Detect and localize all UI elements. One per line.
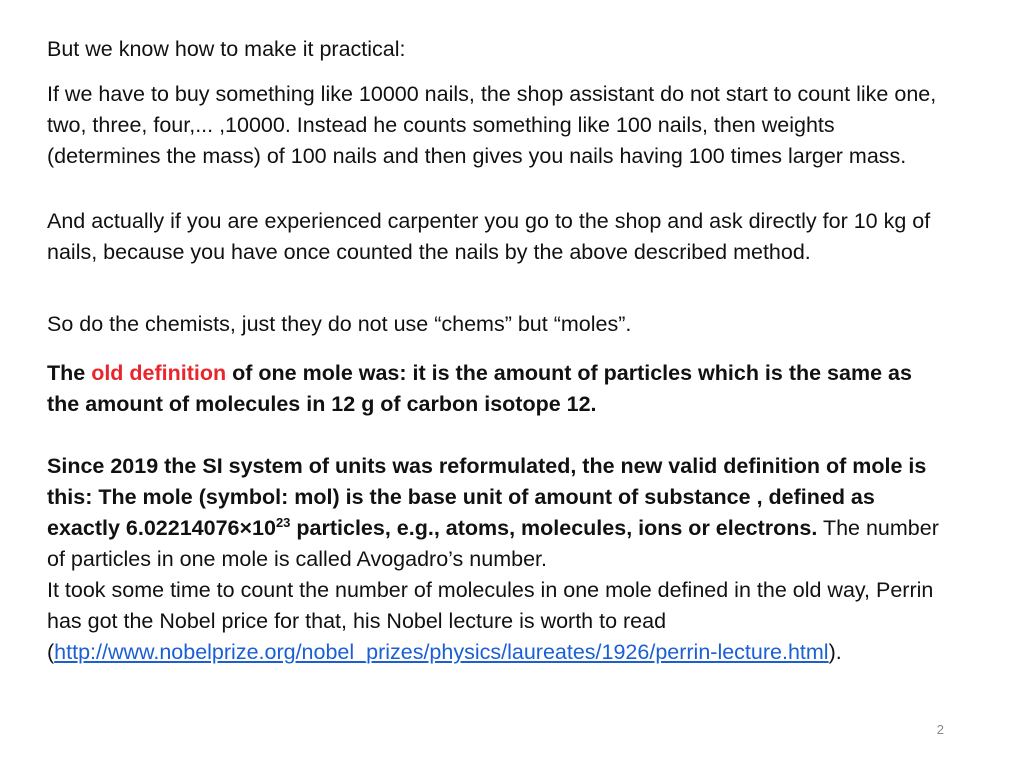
perrin-text: It took some time to count the number of molecules in one mole defined in the old way, Perrin has got the Nobel price for that, his Nobel lecture is worth to read	[47, 578, 934, 633]
old-def-pre: The	[47, 361, 92, 385]
chemists-line: So do the chemists, just they do not use “chems” but “moles”.	[47, 312, 632, 336]
nails-paragraph: If we have to buy something like 10000 nails, the shop assistant do not start to count like one, two, three, four,... ,10000. Instead he counts something like 100 nails, then weights (determines the mass) of 100 nails and then gives you nails having 100 times larger mass.	[47, 82, 937, 168]
avogadro-exponent: 23	[275, 514, 291, 530]
new-def-normal: The number of particles in one mole is called Avogadro’s number.	[47, 516, 939, 571]
new-def-bold-a: Since 2019 the SI system of units was reformulated, the new valid definition of mole is this: The mole (symbol: mol) is the base unit of amount of substance , defined as exactly 6.02214076×10	[47, 454, 927, 540]
nobel-lecture-link[interactable]: http://www.nobelprize.org/nobel_prizes/physics/laureates/1926/perrin-lecture.html	[54, 640, 829, 664]
new-definition-paragraph	[47, 451, 947, 668]
old-definition-paragraph	[47, 358, 947, 420]
old-definition-highlight: old definition	[91, 361, 227, 385]
old-def-post: of one mole was: it is the amount of particles which is the same as the amount of molecules in 12 g of carbon isotope 12.	[47, 361, 912, 416]
carpenter-paragraph: And actually if you are experienced carpenter you go to the shop and ask directly for 10 kg of nails, because you have once counted the nails by the above described method.	[47, 209, 931, 264]
intro-line: But we know how to make it practical:	[47, 37, 406, 61]
paren-close: ).	[828, 640, 842, 664]
page-number: 2	[936, 722, 944, 737]
new-def-bold-b: particles, e.g., atoms, molecules, ions or electrons.	[290, 516, 818, 540]
paren-open: (	[47, 640, 55, 664]
